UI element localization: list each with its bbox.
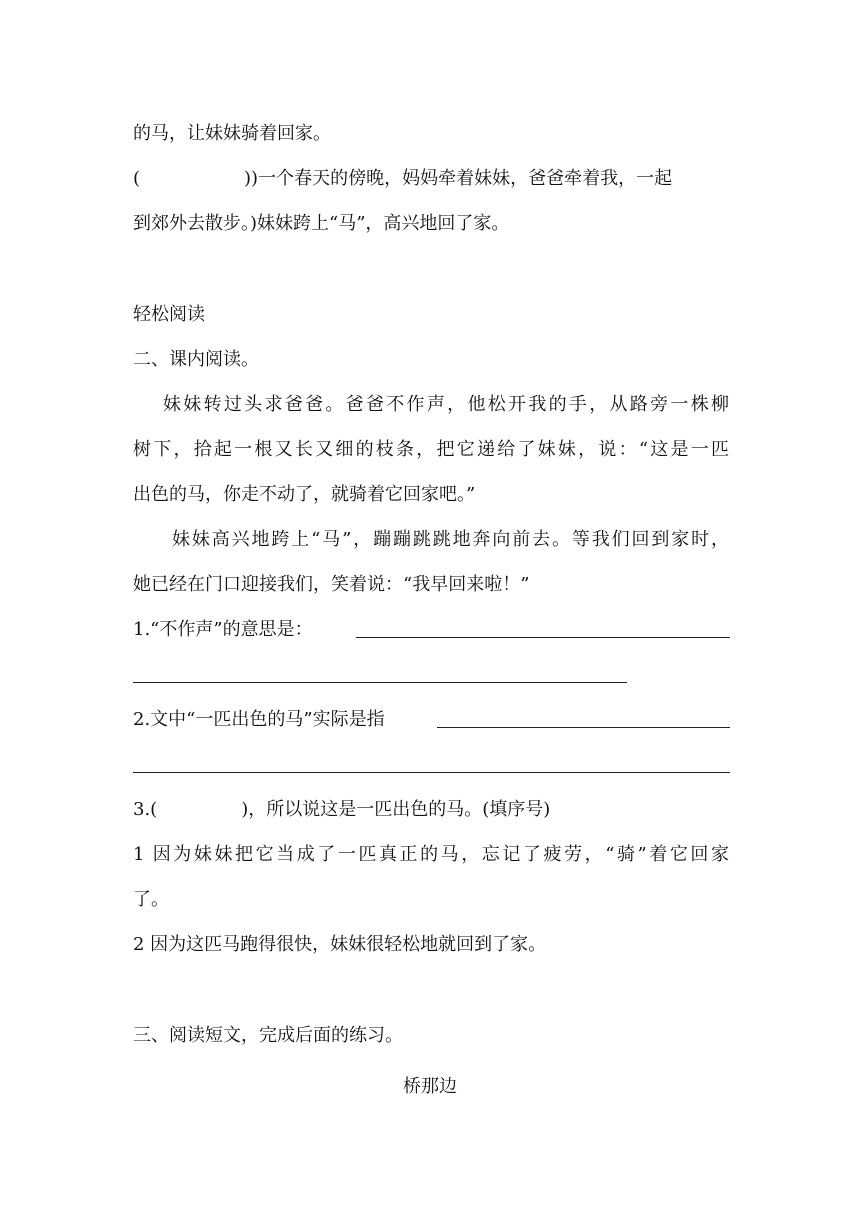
text-segment: )，所以说这是一匹出色的马。(填序号) [241,799,551,820]
section-heading: 三、阅读短文，完成后面的练习。 [133,1025,403,1046]
answer-line[interactable] [356,637,730,638]
paren-open: ( [133,168,141,189]
text-segment: ))一个春天的傍晚，妈妈牵着妹妹，爸爸牵着我，一起 [244,168,673,189]
passage-title: 桥那边 [403,1076,457,1097]
text-line [133,170,729,188]
passage-line: 树下，拾起一根又长又细的枝条，把它递给了妹妹，说：“这是一匹 [133,439,729,460]
answer-line[interactable] [133,682,627,683]
paren-open: 3.( [133,799,158,820]
question-1: 1.“不作声”的意思是： [133,619,313,640]
answer-line[interactable] [133,772,730,773]
text-line: 到郊外去散步。)妹妹跨上“马”，高兴地回了家。 [133,213,510,234]
section-heading: 二、课内阅读。 [133,349,259,370]
answer-line[interactable] [437,727,730,728]
option-2: 2 因为这匹马跑得很快，妹妹很轻松地就回到了家。 [133,934,547,955]
option-1-cont: 了。 [133,889,169,910]
section-title: 轻松阅读 [133,304,205,325]
passage-line: 她已经在门口迎接我们，笑着说：“我早回来啦！” [133,574,530,595]
passage-line: 出色的马，你走不动了，就骑着它回家吧。” [133,484,476,505]
passage-line: 妹妹高兴地跨上“马”，蹦蹦跳跳地奔向前去。等我们回到家时， [172,529,729,550]
question-3 [133,801,550,819]
question-2: 2.文中“一匹出色的马”实际是指 [133,709,385,730]
passage-line: 妹妹转过头求爸爸。爸爸不作声，他松开我的手，从路旁一株柳 [163,394,729,415]
option-1: 1 因为妹妹把它当成了一匹真正的马，忘记了疲劳，“骑”着它回家 [133,844,729,865]
text-line: 的马，让妹妹骑着回家。 [133,123,331,144]
